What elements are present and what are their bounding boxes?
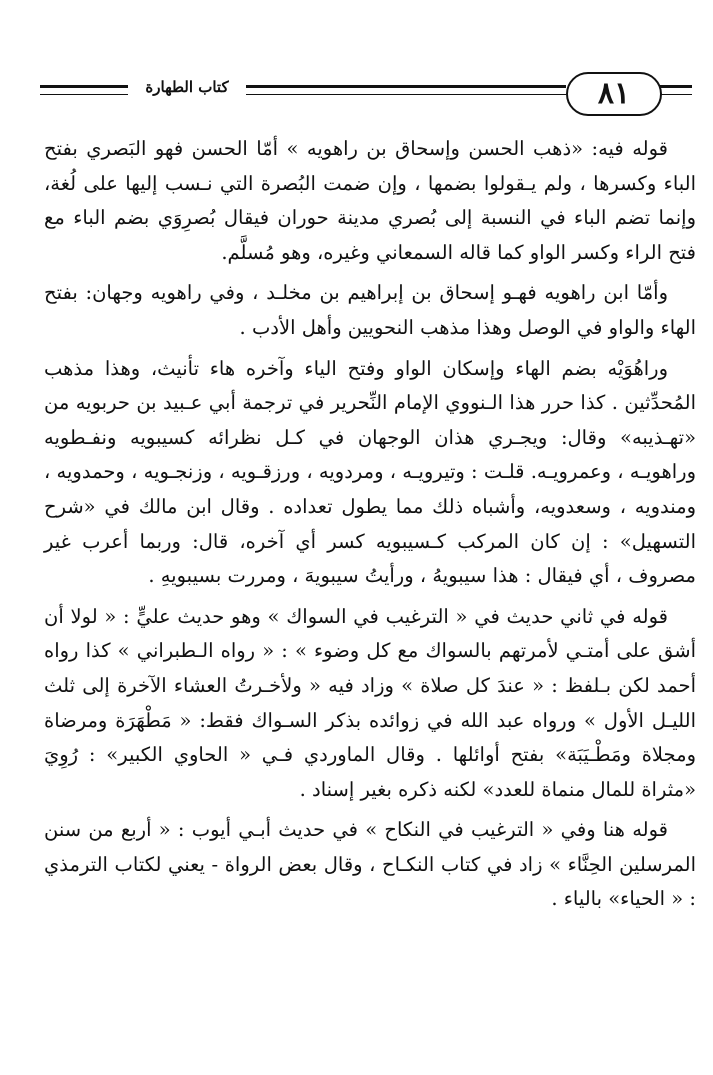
text-line: لُغة، وإنما تضم الباء في النسبة إلى بُصري مدينة حوران فيقال بُصرِوَي بضم الباء [44,171,696,230]
book-title: كتاب الطهارة [145,78,229,96]
text-line: ومرضاة ومجلاة ومَطْـيَبَة» بفتح أوائلها . وقال الماوردي فـي « الحاوي الكبير» : [44,708,696,767]
text-line: إلى ثلث الليـل الأول » ورواه عبد الله في زوائده بذكر السـواك فقط: « مَطْهَرَة [44,673,696,732]
text-line: وأمّا ابن راهويه فهـو إسحاق بن إبراهيم بن مخلـد ، وفي راهويه وجهان: [85,281,668,305]
text-line: وراهُوَيْه بضم الهاء وإسكان الواو وفتح الياء وآخره هاء تأنيث، وهذا مذهب [44,356,668,380]
paragraph-4 [44,600,696,808]
text-line: الباء وكسرها ، ولم يـقولوا بضمها ، وإن ضمت البُصرة التي نـسب إليها على [83,171,697,195]
text-line: بفتح الهاء والواو في الوصل وهذا مذهب النحويين وأهل الأدب . [44,281,696,339]
paragraph-3 [44,352,696,594]
page-header [40,72,692,116]
header-rule-middle-top [246,85,566,88]
page-number-text: ٨١ [597,76,631,111]
text-line: أن أشق على أمتـي لأمرتهم بالسواك مع كل وضوء » : « رواه الـطبراني » كذا [44,604,696,663]
page-number [566,72,662,116]
text-line: رواه أحمد لكن بـلفظ : « عندَ كل صلاة » وزاد فيه « ولأخـرتُ العشاء الآخرة [44,639,696,697]
text-line: المُحدِّثين . كذا حرر هذا الـنووي الإمام النِّحرير في ترجمة أبي عـبيد بن حربويه [75,391,696,415]
header-rule-middle-bottom [246,94,566,95]
header-rule-right-bottom [658,94,692,95]
text-line: قوله هنا وفي « الترغيب في النكاح » في حديث أبـي أيوب : « أربع من [88,818,668,842]
text-line: الترمذي : « الحياء» بالياء . [44,852,696,911]
header-rule-right-top [658,85,692,88]
text-line: قوله في ثاني حديث في « الترغيب في السواك » وهو حديث عليٍّ : « لولا [70,604,669,628]
text-line: من «تهـذيبه» وقال: ويجـري هذان الوجهان في كـل نظرائه كسيبويه ونفـطويه [44,391,696,449]
paragraph-5 [44,813,696,917]
text-line: في «شرح التسهيل» : إن كان المركب كـسيبويه كسر أي آخره، قال: وربما أعرب [44,494,696,553]
header-rule-left-bottom [40,94,128,95]
text-line: غير مصروف ، أي فيقال : هذا سيبويهُ ، ورأيتُ سيبويهَ ، ومررت بسيبويهِ . [44,529,696,588]
paragraph-1 [44,132,696,270]
text-line: مع فتح الراء وكسر الواو كما قاله السمعاني وغيره، وهو مُسلَّم. [44,206,696,264]
paragraph-2 [44,276,696,345]
text-line: قوله فيه: «ذهب الحسن وإسحاق بن راهويه » أمّا الحسن فهو البَصري بفتح [44,137,668,160]
text-line: وحمدويه ، ومندويه ، وسعدويه، وأشباه ذلك مما يطول تعداده . وقال ابن مالك [44,460,697,518]
header-rule-left-top [40,85,128,88]
text-line: وراهويـه ، وعمرويـه. قلـت : وتيرويـه ، ومردويه ، ورزقـويه ، وزنجـويه ، [131,460,697,484]
text-line: سنن المرسلين الحِنَّاء » زاد في كتاب النكـاح ، وقال بعض الرواة - يعني لكتاب [44,818,697,876]
page-body [44,132,696,917]
text-line: رُوِيَ «مثراة للمال منماة للعدد» لكنه ذكره بغير إسناد . [44,743,696,801]
